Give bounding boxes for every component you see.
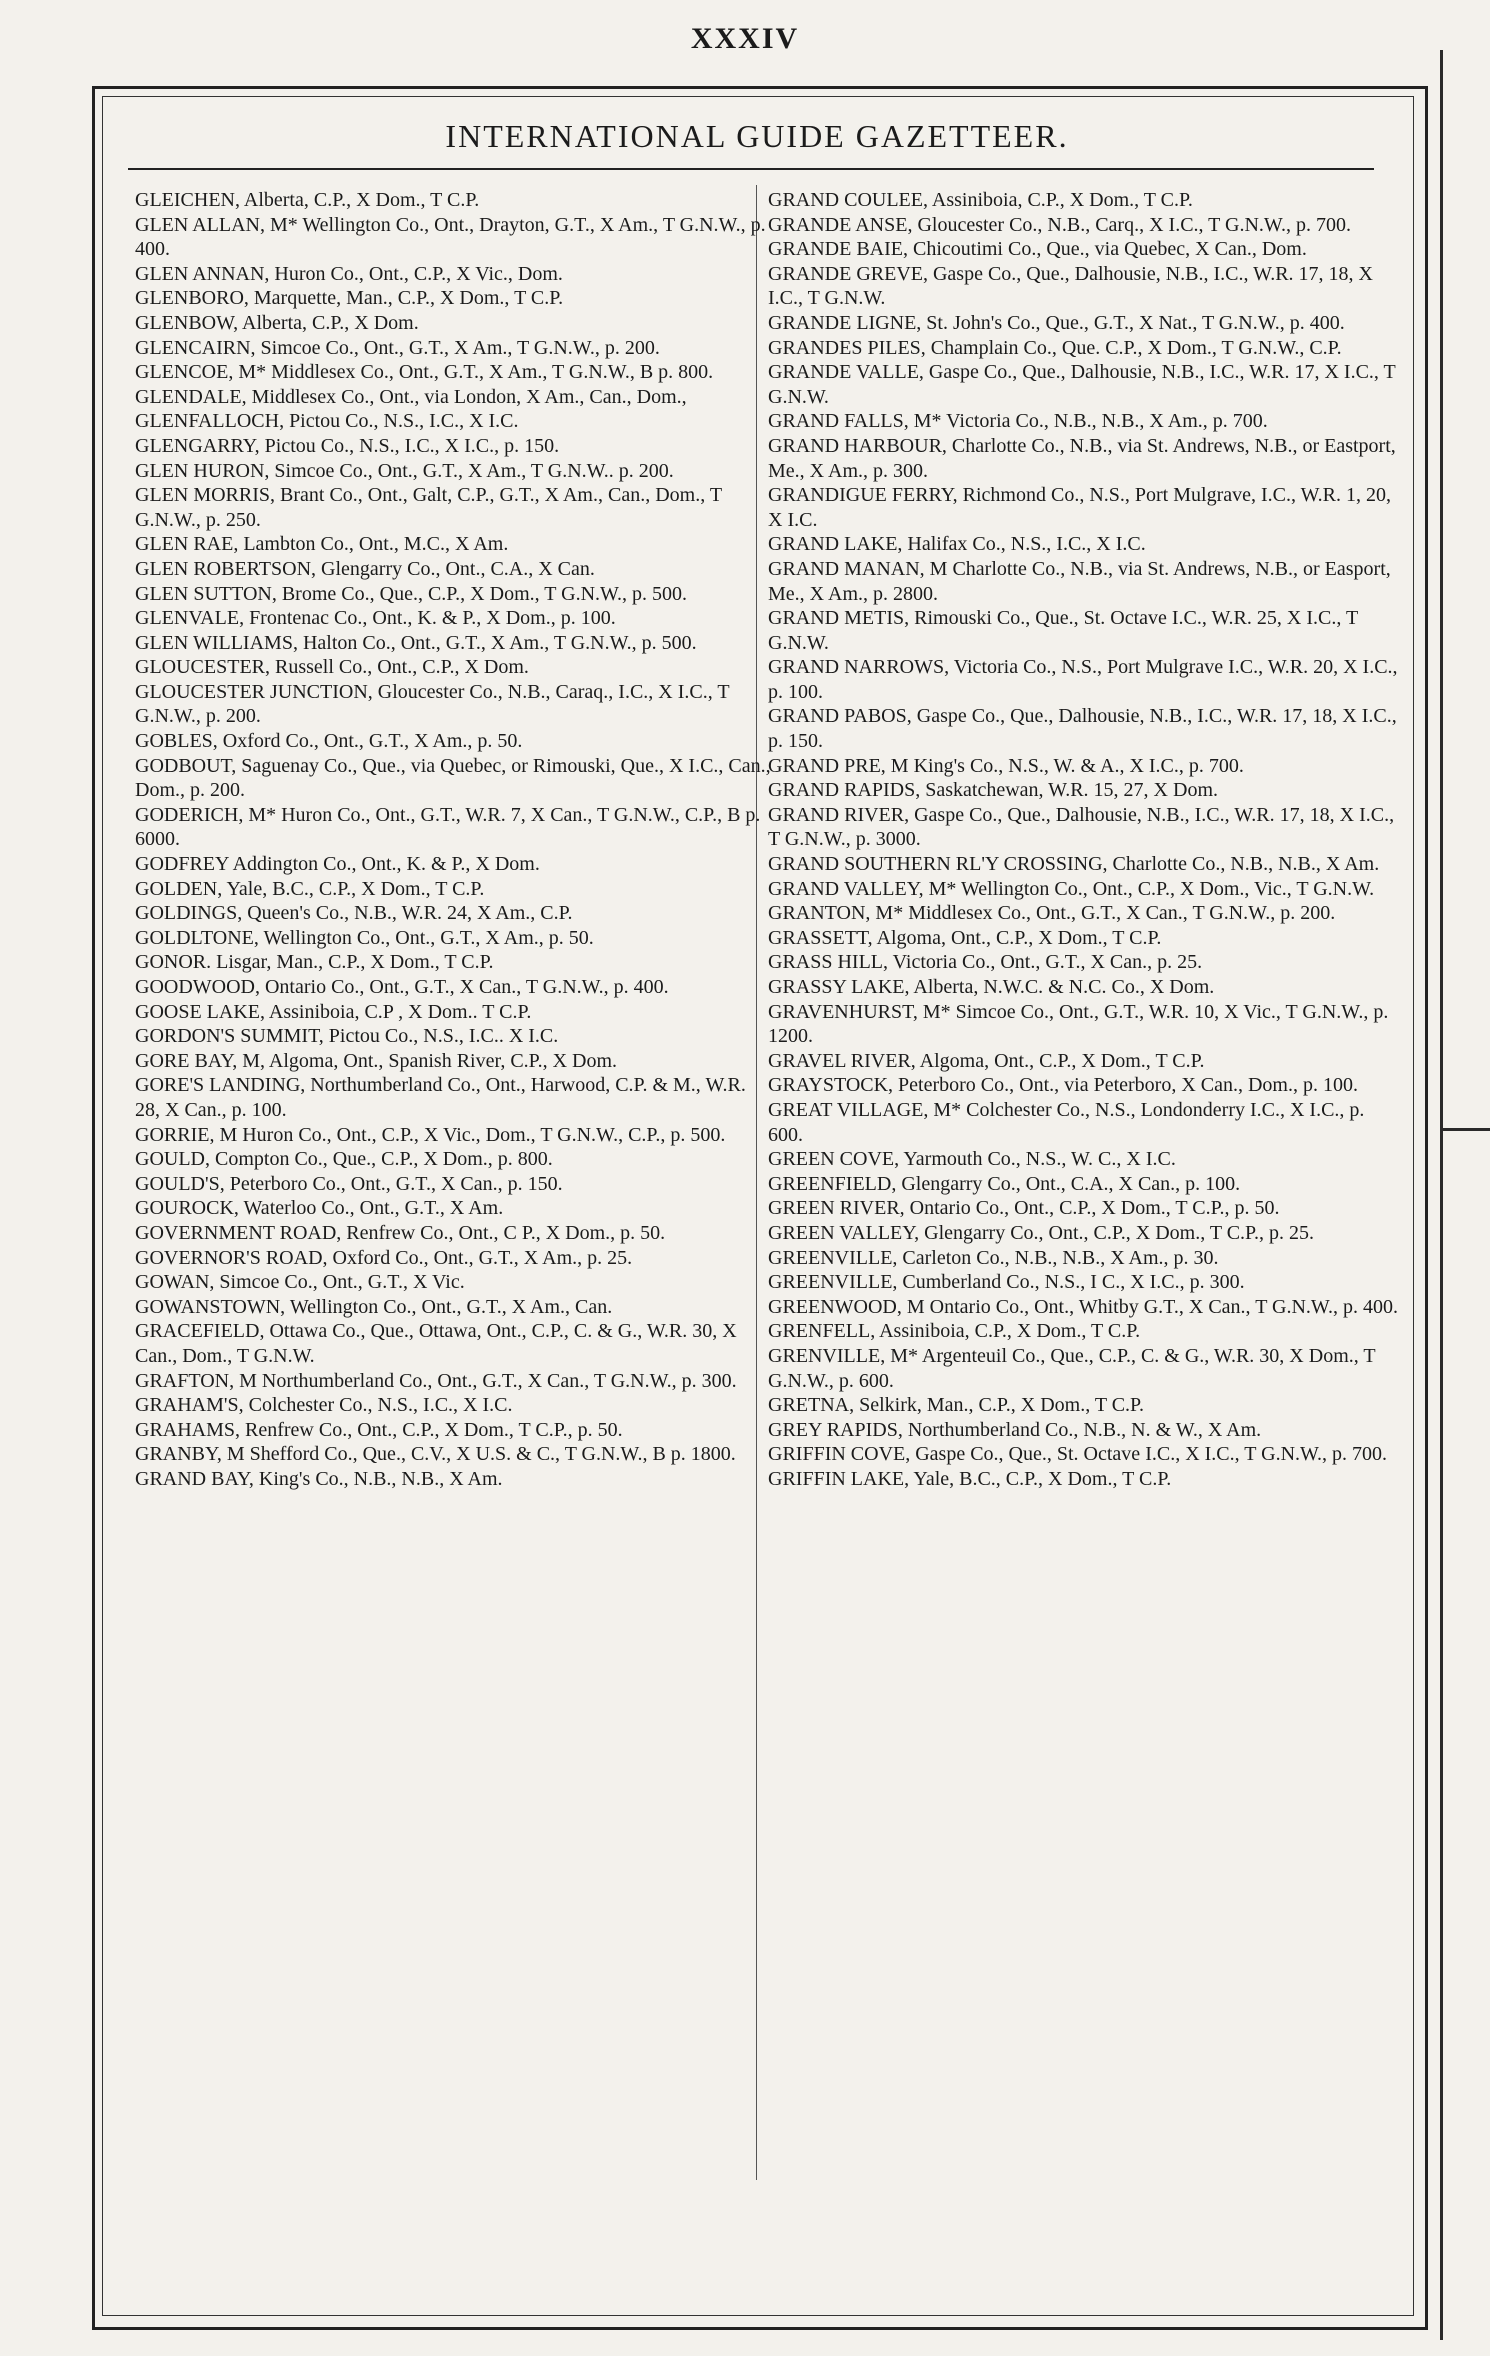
gazetteer-entry: GRAFTON, M Northumberland Co., Ont., G.T., X Can., T G.N.W., p. 300. (135, 1369, 737, 1392)
gazetteer-entry: GRAND PABOS, Gaspe Co., Que., Dalhousie, N.B., I.C., W.R. 17, 18, X I.C., p. 150. (768, 705, 1397, 753)
gazetteer-entry: GREEN COVE, Yarmouth Co., N.S., W. C., X I.C. (768, 1148, 1176, 1171)
gazetteer-entry: GRAND PRE, M King's Co., N.S., W. & A., X I.C., p. 700. (768, 754, 1244, 777)
gazetteer-entry: GRANDE LIGNE, St. John's Co., Que., G.T., X Nat., T G.N.W., p. 400. (768, 311, 1345, 334)
gazetteer-entry: GLEICHEN, Alberta, C.P., X Dom., T C.P. (135, 189, 480, 211)
gazetteer-entry: GRANDES PILES, Champlain Co., Que. C.P., X Dom., T G.N.W., C.P. (768, 336, 1342, 359)
gazetteer-entry: GORRIE, M Huron Co., Ont., C.P., X Vic., Dom., T G.N.W., C.P., p. 500. (135, 1123, 726, 1146)
gazetteer-entry: GRANDE GREVE, Gaspe Co., Que., Dalhousie, N.B., I.C., W.R. 17, 18, X I.C., T G.N.W. (768, 262, 1373, 310)
gazetteer-entry: GRASSETT, Algoma, Ont., C.P., X Dom., T C.P. (768, 926, 1162, 949)
gazetteer-entry: GRACEFIELD, Ottawa Co., Que., Ottawa, Ont., C.P., C. & G., W.R. 30, X Can., Dom., T G.N.W. (135, 1320, 737, 1367)
gazetteer-entry: GRANDE BAIE, Chicoutimi Co., Que., via Quebec, X Can., Dom. (768, 238, 1307, 261)
gazetteer-entry: GOLDINGS, Queen's Co., N.B., W.R. 24, X Am., C.P. (135, 902, 573, 925)
gazetteer-entry: GLOUCESTER, Russell Co., Ont., C.P., X Dom. (135, 656, 529, 679)
gazetteer-entry: GLEN WILLIAMS, Halton Co., Ont., G.T., X Am., T G.N.W., p. 500. (135, 631, 697, 654)
gazetteer-entry: GOWAN, Simcoe Co., Ont., G.T., X Vic. (135, 1271, 465, 1294)
gazetteer-entry: GLEN HURON, Simcoe Co., Ont., G.T., X Am., T G.N.W.. p. 200. (135, 459, 674, 482)
gazetteer-entry: GOLDEN, Yale, B.C., C.P., X Dom., T C.P. (135, 877, 485, 900)
gazetteer-entry: GLENCOE, M* Middlesex Co., Ont., G.T., X Am., T G.N.W., B p. 800. (135, 361, 714, 384)
gazetteer-entry: GOVERNMENT ROAD, Renfrew Co., Ont., C P., X Dom., p. 50. (135, 1221, 666, 1244)
gazetteer-entry: GRAVENHURST, M* Simcoe Co., Ont., G.T., W.R. 10, X Vic., T G.N.W., p. 1200. (768, 1000, 1389, 1048)
gazetteer-entry: GRASSY LAKE, Alberta, N.W.C. & N.C. Co., X Dom. (768, 976, 1215, 998)
binding-mark (1443, 1128, 1490, 1131)
gazetteer-entry: GOODWOOD, Ontario Co., Ont., G.T., X Can., T G.N.W., p. 400. (135, 976, 669, 998)
gazetteer-entry: GREAT VILLAGE, M* Colchester Co., N.S., Londonderry I.C., X I.C., p. 600. (768, 1098, 1365, 1146)
gazetteer-entry: GRANDE ANSE, Gloucester Co., N.B., Carq., X I.C., T G.N.W., p. 700. (768, 213, 1351, 236)
gazetteer-entry: GOUROCK, Waterloo Co., Ont., G.T., X Am. (135, 1197, 504, 1220)
gazetteer-entry: GLENFALLOCH, Pictou Co., N.S., I.C., X I.C. (135, 410, 519, 433)
gazetteer-entry: GORDON'S SUMMIT, Pictou Co., N.S., I.C.. X I.C. (135, 1025, 559, 1048)
gazetteer-entry: GODERICH, M* Huron Co., Ont., G.T., W.R. 7, X Can., T G.N.W., C.P., B p. 6000. (135, 803, 761, 851)
gazetteer-entry: GOOSE LAKE, Assiniboia, C.P , X Dom.. T C.P. (135, 1000, 532, 1023)
gazetteer-entry: GRAND VALLEY, M* Wellington Co., Ont., C.P., X Dom., Vic., T G.N.W. (768, 877, 1375, 900)
gazetteer-entry: GLENBORO, Marquette, Man., C.P., X Dom., T C.P. (135, 287, 564, 310)
page-number: XXXIV (690, 22, 800, 55)
gazetteer-entry: GRANDIGUE FERRY, Richmond Co., N.S., Port Mulgrave, I.C., W.R. 1, 20, X I.C. (768, 484, 1392, 531)
gazetteer-entry: GRANDE VALLE, Gaspe Co., Que., Dalhousie, N.B., I.C., W.R. 17, X I.C., T G.N.W. (768, 361, 1396, 408)
gazetteer-entry: GONOR. Lisgar, Man., C.P., X Dom., T C.P. (135, 951, 494, 974)
gazetteer-entry: GRASS HILL, Victoria Co., Ont., G.T., X Can., p. 25. (768, 951, 1203, 974)
gazetteer-entry: GREENWOOD, M Ontario Co., Ont., Whitby G.T., X Can., T G.N.W., p. 400. (768, 1295, 1398, 1318)
gazetteer-entry: GRAHAMS, Renfrew Co., Ont., C.P., X Dom., T C.P., p. 50. (135, 1418, 623, 1441)
gazetteer-entry: GORE'S LANDING, Northumberland Co., Ont., Harwood, C.P. & M., W.R. 28, X Can., p. 100. (135, 1074, 746, 1121)
gazetteer-entry: GRAYSTOCK, Peterboro Co., Ont., via Peterboro, X Can., Dom., p. 100. (768, 1074, 1358, 1097)
gazetteer-entry: GRAND FALLS, M* Victoria Co., N.B., N.B., X Am., p. 700. (768, 410, 1268, 433)
gazetteer-entry: GRAND COULEE, Assiniboia, C.P., X Dom., T C.P. (768, 189, 1193, 211)
gazetteer-entry: GRANTON, M* Middlesex Co., Ont., G.T., X Can., T G.N.W., p. 200. (768, 902, 1336, 925)
gazetteer-entry: GOLDLTONE, Wellington Co., Ont., G.T., X Am., p. 50. (135, 926, 594, 949)
gazetteer-entry: GLOUCESTER JUNCTION, Gloucester Co., N.B., Caraq., I.C., X I.C., T G.N.W., p. 200. (135, 680, 730, 728)
gazetteer-entry: GRAND HARBOUR, Charlotte Co., N.B., via St. Andrews, N.B., or Eastport, Me., X Am., p. 300. (768, 434, 1396, 482)
gazetteer-entry: GREEN VALLEY, Glengarry Co., Ont., C.P., X Dom., T C.P., p. 25. (768, 1221, 1314, 1244)
gazetteer-entry: GRAND LAKE, Halifax Co., N.S., I.C., X I.C. (768, 533, 1146, 556)
gazetteer-entry: GLEN RAE, Lambton Co., Ont., M.C., X Am. (135, 533, 509, 556)
gazetteer-entry: GOWANSTOWN, Wellington Co., Ont., G.T., X Am., Can. (135, 1295, 613, 1318)
page-heading: INTERNATIONAL GUIDE GAZETTEER. (445, 118, 1069, 154)
gazetteer-entry: GRENVILLE, M* Argenteuil Co., Que., C.P., C. & G., W.R. 30, X Dom., T G.N.W., p. 600. (768, 1344, 1376, 1392)
gazetteer-entry: GRAND SOUTHERN RL'Y CROSSING, Charlotte Co., N.B., N.B., X Am. (768, 853, 1380, 876)
gazetteer-entry: GRAND RAPIDS, Saskatchewan, W.R. 15, 27, X Dom. (768, 779, 1218, 802)
gazetteer-entry: GREENVILLE, Carleton Co., N.B., N.B., X Am., p. 30. (768, 1246, 1219, 1269)
gazetteer-entry: GRAND BAY, King's Co., N.B., N.B., X Am. (135, 1467, 503, 1490)
gazetteer-entry: GRIFFIN COVE, Gaspe Co., Que., St. Octave I.C., X I.C., T G.N.W., p. 700. (768, 1443, 1388, 1466)
gazetteer-entry: GRAVEL RIVER, Algoma, Ont., C.P., X Dom., T C.P. (768, 1049, 1205, 1072)
gazetteer-entry: GOVERNOR'S ROAD, Oxford Co., Ont., G.T., X Am., p. 25. (135, 1246, 633, 1269)
gazetteer-entry: GLENCAIRN, Simcoe Co., Ont., G.T., X Am., T G.N.W., p. 200. (135, 336, 660, 359)
left-column (135, 188, 771, 1491)
gazetteer-entry: GOULD, Compton Co., Que., C.P., X Dom., p. 800. (135, 1148, 553, 1171)
gazetteer-entry: GRAND RIVER, Gaspe Co., Que., Dalhousie, N.B., I.C., W.R. 17, 18, X I.C., T G.N.W., p. 3000. (768, 803, 1395, 851)
gazetteer-entry: GLENBOW, Alberta, C.P., X Dom. (135, 311, 419, 334)
gazetteer-entry: GOBLES, Oxford Co., Ont., G.T., X Am., p. 50. (135, 730, 523, 753)
gazetteer-entry: GLEN SUTTON, Brome Co., Que., C.P., X Dom., T G.N.W., p. 500. (135, 582, 688, 605)
gazetteer-entry: GLENDALE, Middlesex Co., Ont., via London, X Am., Can., Dom., (135, 385, 687, 408)
binding-rule (1440, 50, 1443, 2340)
gazetteer-entry: GLENVALE, Frontenac Co., Ont., K. & P., X Dom., p. 100. (135, 607, 616, 630)
gazetteer-entry: GREEN RIVER, Ontario Co., Ont., C.P., X Dom., T C.P., p. 50. (768, 1197, 1280, 1220)
gazetteer-entry: GRETNA, Selkirk, Man., C.P., X Dom., T C.P. (768, 1394, 1144, 1417)
gazetteer-entry: GODFREY Addington Co., Ont., K. & P., X Dom. (135, 853, 540, 876)
gazetteer-entry: GREY RAPIDS, Northumberland Co., N.B., N. & W., X Am. (768, 1418, 1262, 1441)
right-column (768, 188, 1404, 1491)
gazetteer-entry: GLENGARRY, Pictou Co., N.S., I.C., X I.C., p. 150. (135, 434, 560, 457)
gazetteer-entry: GREENFIELD, Glengarry Co., Ont., C.A., X Can., p. 100. (768, 1172, 1241, 1195)
gazetteer-entry: GRAHAM'S, Colchester Co., N.S., I.C., X I.C. (135, 1394, 513, 1417)
gazetteer-entry: GORE BAY, M, Algoma, Ont., Spanish River, C.P., X Dom. (135, 1049, 618, 1072)
gazetteer-entry: GLEN ALLAN, M* Wellington Co., Ont., Drayton, G.T., X Am., T G.N.W., p. 400. (135, 213, 766, 261)
gazetteer-entry: GRAND MANAN, M Charlotte Co., N.B., via St. Andrews, N.B., or Easport, Me., X Am., p. 2800. (768, 557, 1391, 605)
gazetteer-entry: GLEN ANNAN, Huron Co., Ont., C.P., X Vic., Dom. (135, 262, 563, 285)
gazetteer-entry: GODBOUT, Saguenay Co., Que., via Quebec, or Rimouski, Que., X I.C., Can., Dom., p. 200. (135, 754, 771, 802)
gazetteer-entry: GOULD'S, Peterboro Co., Ont., G.T., X Can., p. 150. (135, 1172, 563, 1195)
gazetteer-entry: GRAND NARROWS, Victoria Co., N.S., Port Mulgrave I.C., W.R. 20, X I.C., p. 100. (768, 656, 1398, 703)
gazetteer-entry: GREENVILLE, Cumberland Co., N.S., I C., X I.C., p. 300. (768, 1271, 1245, 1294)
gazetteer-entry: GRIFFIN LAKE, Yale, B.C., C.P., X Dom., T C.P. (768, 1467, 1172, 1490)
gazetteer-entry: GRAND METIS, Rimouski Co., Que., St. Octave I.C., W.R. 25, X I.C., T G.N.W. (768, 607, 1358, 654)
gazetteer-entry: GRENFELL, Assiniboia, C.P., X Dom., T C.P. (768, 1320, 1141, 1343)
gazetteer-entry: GLEN MORRIS, Brant Co., Ont., Galt, C.P., G.T., X Am., Can., Dom., T G.N.W., p. 250. (135, 484, 722, 531)
heading-rule (128, 168, 1374, 170)
gazetteer-entry: GLEN ROBERTSON, Glengarry Co., Ont., C.A., X Can. (135, 557, 595, 580)
gazetteer-entry: GRANBY, M Shefford Co., Que., C.V., X U.S. & C., T G.N.W., B p. 1800. (135, 1443, 736, 1466)
